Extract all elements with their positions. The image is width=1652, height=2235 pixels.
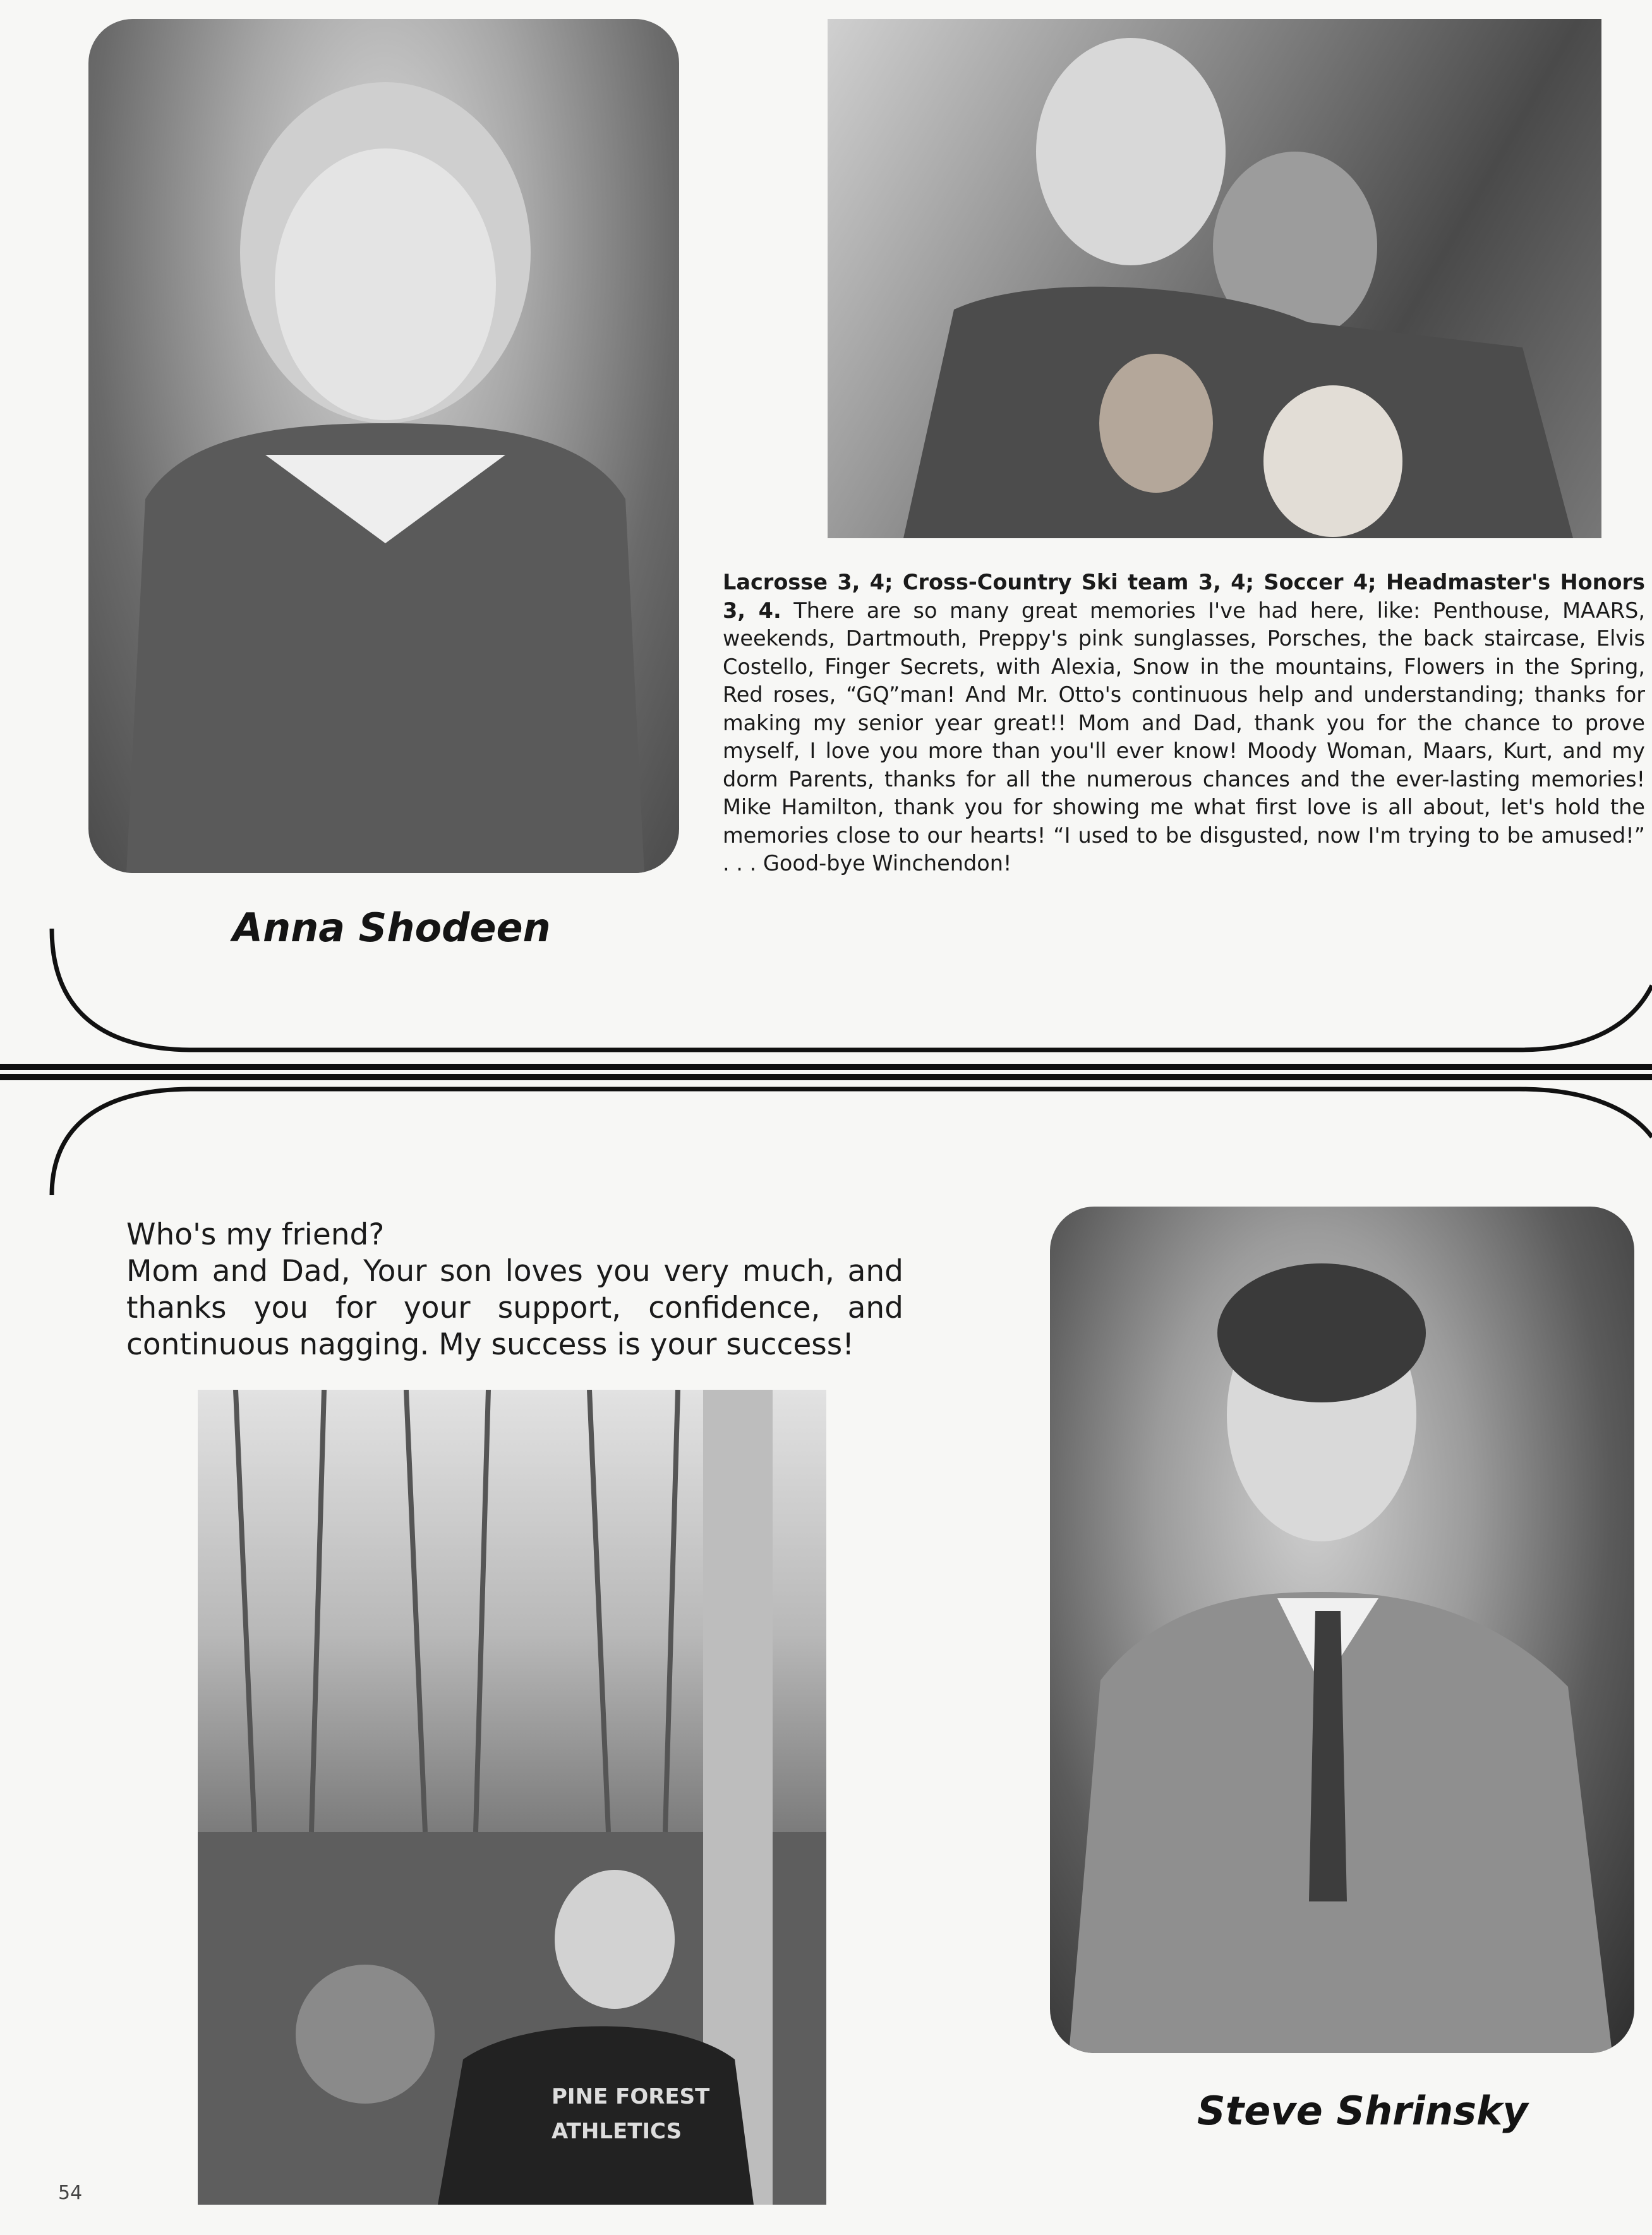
friends-figures (828, 19, 1601, 538)
steve-portrait-photo (1050, 1207, 1634, 2053)
bottom-bracket (52, 1089, 1652, 1195)
anna-senior-message (723, 569, 1645, 878)
anna-portrait-photo (88, 19, 679, 873)
steve-senior-message (126, 1217, 903, 1363)
basketball-photo (198, 1390, 826, 2205)
basketball (296, 1965, 435, 2104)
anna-activities: Lacrosse 3, 4; Cross-Country Ski team 3, 4; Soccer 4; Headmaster's Honors 3, 4. (723, 570, 1645, 623)
anna-message: There are so many great memories I've had here, like: Penthouse, MAARS, weekends, Dartmouth, Preppy's pink sunglasses, Porsches, the back staircase, Elvis Costello, Finger Secrets, with Alexia, Snow in the mountains, Flowers in the Spring, Red roses, “GQ”man! And Mr. Otto's continuous help and understanding; thanks for making my senior year great!! Mom and Dad, thank you for the chance to prove myself, I love you more than you'll ever know! Moody Woman, Maars, Kurt, and my dorm Parents, thanks for all the numerous chances and the ever-lasting memories! Mike Hamilton, thank you for showing me what first love is all about, let's hold the memories close to our hearts! “I used to be disgusted, now I'm trying to be amused!” . . . Good-bye Winchendon! (723, 598, 1645, 876)
page-number: 54 (58, 2182, 83, 2204)
divider-rule-bottom (0, 1074, 1652, 1080)
student-name-anna: Anna Shodeen (232, 905, 551, 951)
divider-rule-top (0, 1064, 1652, 1070)
shirt-text-top: PINE FOREST (552, 2084, 710, 2109)
steve-line-2: Mom and Dad, Your son loves you very much, and thanks you for your support, confidence, and continuous nagging. My success is your success! (126, 1254, 903, 1362)
friends-teddy-bears-photo (828, 19, 1601, 538)
portrait-figure (1050, 1207, 1634, 2053)
portrait-figure (88, 19, 679, 873)
basketball-scene (198, 1390, 826, 2205)
student-name-steve: Steve Shrinsky (1197, 2088, 1528, 2134)
shirt-text-bottom: ATHLETICS (552, 2119, 682, 2144)
steve-line-1: Who's my friend? (126, 1217, 385, 1252)
